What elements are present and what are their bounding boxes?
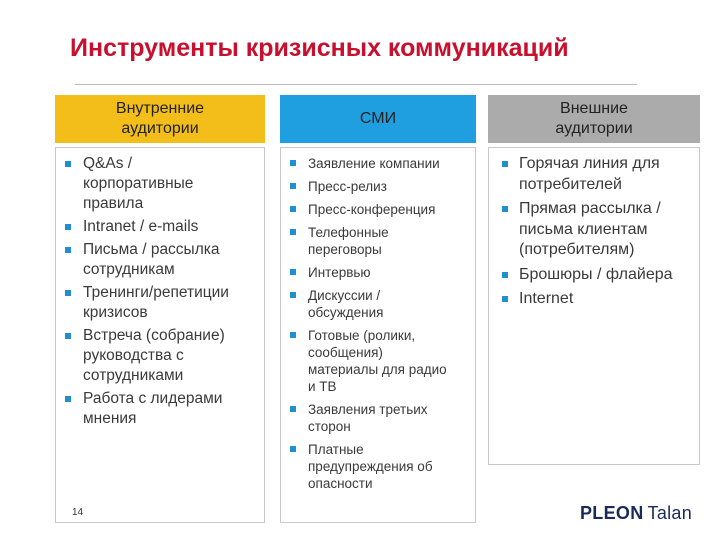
list-item: Платные предупреждения об опасности [289,441,471,492]
list-item: Интервью [289,264,471,281]
header-external-label: Внешние аудитории [555,100,633,137]
list-item: Intranet / e-mails [64,217,259,237]
list-item: Горячая линия для потребителей [501,154,699,195]
list-item: Заявление компании [289,155,471,172]
title-divider [75,84,637,85]
header-internal-label: Внутренние аудитории [115,100,205,137]
column-internal-audiences [55,147,265,523]
media-tools-list [289,155,471,498]
company-logo [580,503,692,524]
list-item: Заявления третьих сторон [289,401,471,435]
header-internal-audiences [55,95,265,143]
list-item: Q&As / корпоративные правила [64,154,259,214]
list-item: Internet [501,289,699,310]
internal-tools-list [64,154,259,432]
list-item: Встреча (собрание) руководства с сотрудниками [64,326,259,386]
list-item: Письма / рассылка сотрудникам [64,240,259,280]
column-external-audiences [488,147,700,465]
page-number: 14 [72,507,84,518]
list-item: Прямая рассылка / письма клиентам (потребителям) [501,199,699,261]
column-media [280,147,476,523]
header-external-audiences [488,95,700,143]
list-item: Готовые (ролики, сообщения) материалы для радио и ТВ [289,327,471,395]
list-item: Работа с лидерами мнения [64,389,259,429]
header-media [280,95,476,143]
list-item: Дискуссии / обсуждения [289,287,471,321]
slide-title: Инструменты кризисных коммуникаций [70,34,569,62]
list-item: Телефонные переговоры [289,224,471,258]
external-tools-list [501,154,699,314]
logo-secondary-text: Talan [647,503,693,523]
header-media-label: СМИ [359,110,397,127]
list-item: Тренинги/репетиции кризисов [64,283,259,323]
list-item: Пресс-релиз [289,178,471,195]
list-item: Пресс-конференция [289,201,471,218]
logo-primary-text: PLEON [580,503,644,523]
list-item: Брошюры / флайера [501,265,699,286]
